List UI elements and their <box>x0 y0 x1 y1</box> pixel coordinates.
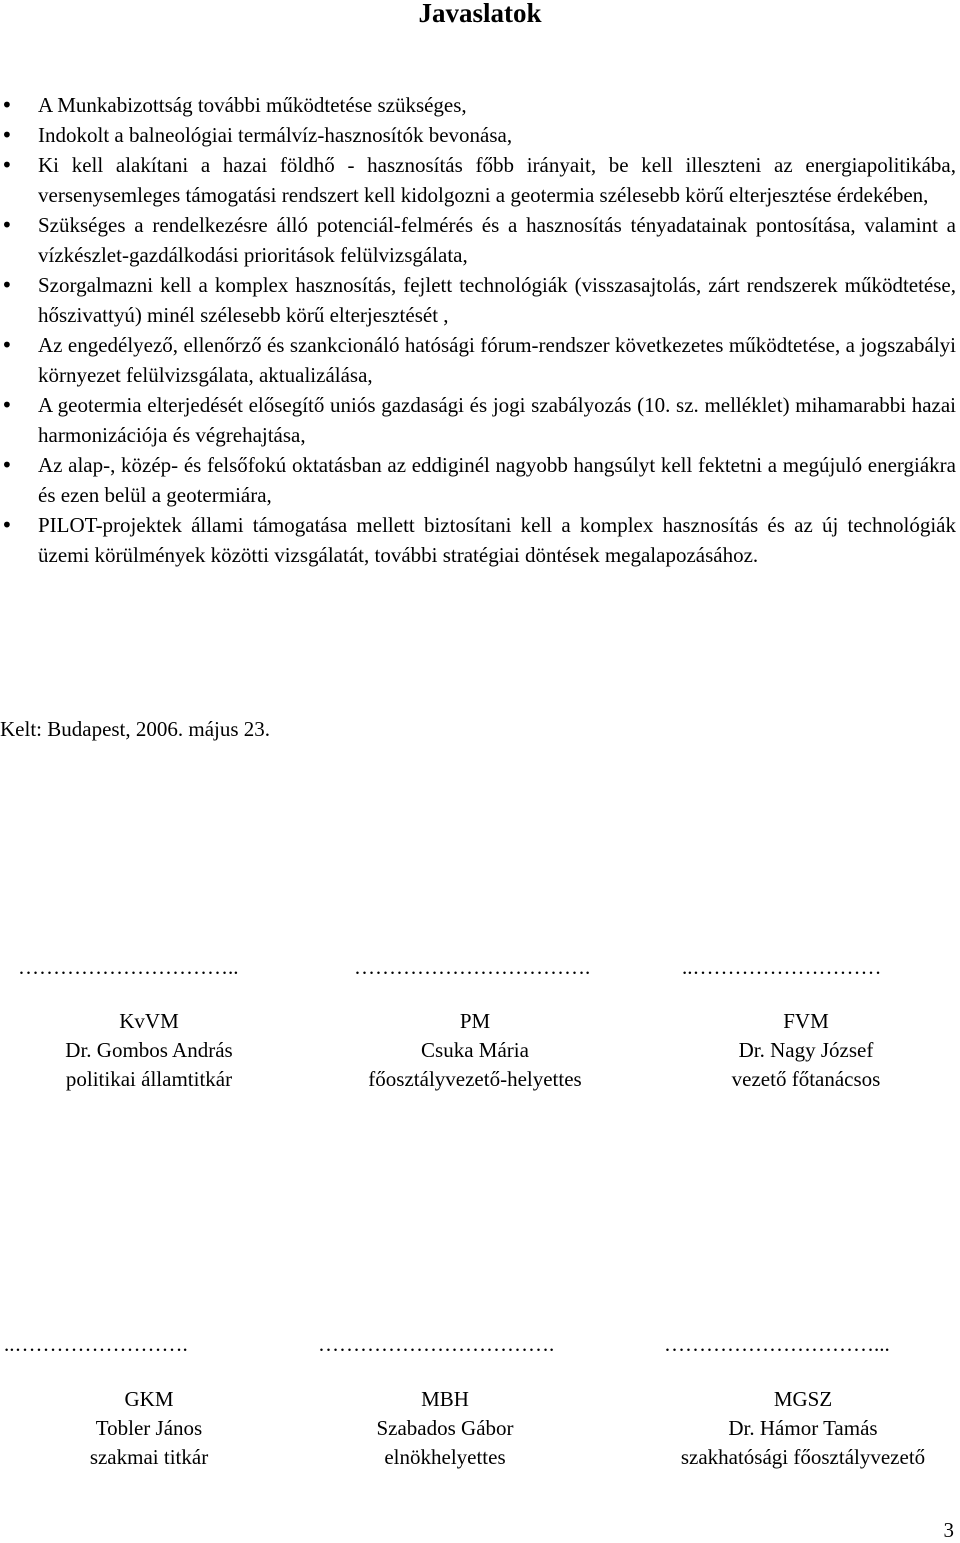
signature-line: ..……………………… <box>682 955 882 979</box>
signature-line: ..……………………. <box>4 1332 188 1356</box>
signatory-org: PM <box>459 1009 491 1033</box>
signatory-kvvm <box>14 1007 284 1094</box>
signatory-org: MGSZ <box>773 1387 833 1411</box>
signature-line: …………………………... <box>664 1332 890 1356</box>
page-number: 3 <box>943 1518 954 1542</box>
signatory-org: MBH <box>421 1387 469 1411</box>
signature-line: ……………………………. <box>354 955 591 979</box>
signatory-gkm <box>14 1385 284 1472</box>
list-item: • Szorgalmazni kell a komplex hasznosítás, fejlett technológiák (visszasajtolás, zárt rendszerek működtetése, hőszivattyú) minél szélesebb körű elterjesztését , <box>38 270 956 330</box>
signatory-name: Dr. Gombos András <box>65 1038 233 1062</box>
list-item: • Az alap-, közép- és felsőfokú oktatásban az eddiginél nagyobb hangsúlyt kell fektetni a megújuló energiákra és ezen belül a geotermiára, <box>38 450 956 510</box>
signatory-fvm <box>671 1007 941 1094</box>
list-item: • A geotermia elterjedését elősegítő uniós gazdasági és jogi szabályozás (10. sz. melléklet) mihamarabbi hazai harmonizációja és végrehajtása, <box>38 390 956 450</box>
date-place: Kelt: Budapest, 2006. május 23. <box>0 717 271 741</box>
signatory-name: Dr. Nagy József <box>738 1038 874 1062</box>
signatory-role: politikai államtitkár <box>65 1067 233 1091</box>
list-item: • Ki kell alakítani a hazai földhő - hasznosítás főbb irányait, be kell illeszteni az energiapolitikába, versenysemleges támogatási rendszert kell kidolgozni a geotermia szélesebb körű elterjesztése érdekében, <box>38 150 956 210</box>
list-item: • Indokolt a balneológiai termálvíz-hasznosítók bevonása, <box>38 120 956 150</box>
list-item: • Szükséges a rendelkezésre álló potenciál-felmérés és a hasznosítás tényadatainak pontosítása, valamint a vízkészlet-gazdálkodási prioritások felülvizsgálata, <box>38 210 956 270</box>
list-item: • A Munkabizottság további működtetése szükséges, <box>38 90 956 120</box>
signatory-mbh <box>310 1385 580 1472</box>
signatory-org: KvVM <box>119 1009 179 1033</box>
signatory-pm <box>340 1007 610 1094</box>
signatory-name: Csuka Mária <box>421 1038 529 1062</box>
signatory-name: Dr. Hámor Tamás <box>728 1416 878 1440</box>
page-title: Javaslatok <box>418 0 542 28</box>
signatory-name: Tobler János <box>95 1416 203 1440</box>
signatory-role: szakhatósági főosztályvezető <box>680 1445 926 1469</box>
signatory-role: szakmai titkár <box>89 1445 209 1469</box>
signature-line: ………………………….. <box>18 955 239 979</box>
signatory-name: Szabados Gábor <box>376 1416 514 1440</box>
signatory-role: főosztályvezető-helyettes <box>368 1067 582 1091</box>
signatory-role: vezető főtanácsos <box>731 1067 881 1091</box>
list-item: • PILOT-projektek állami támogatása mellett biztosítani kell a komplex hasznosítás és az új technológiák üzemi körülmények közötti vizsgálatát, további stratégiai döntések megalapozásához. <box>38 510 956 570</box>
signatory-org: GKM <box>124 1387 174 1411</box>
signatory-org: FVM <box>783 1009 829 1033</box>
signatory-mgsz <box>648 1385 958 1472</box>
signatory-role: elnökhelyettes <box>384 1445 506 1469</box>
list-item: • Az engedélyező, ellenőrző és szankcionáló hatósági fórum-rendszer következetes működtetése, a jogszabályi környezet felülvizsgálata, aktualizálása, <box>38 330 956 390</box>
recommendation-list <box>38 90 956 570</box>
signature-line: ……………………………. <box>318 1332 555 1356</box>
